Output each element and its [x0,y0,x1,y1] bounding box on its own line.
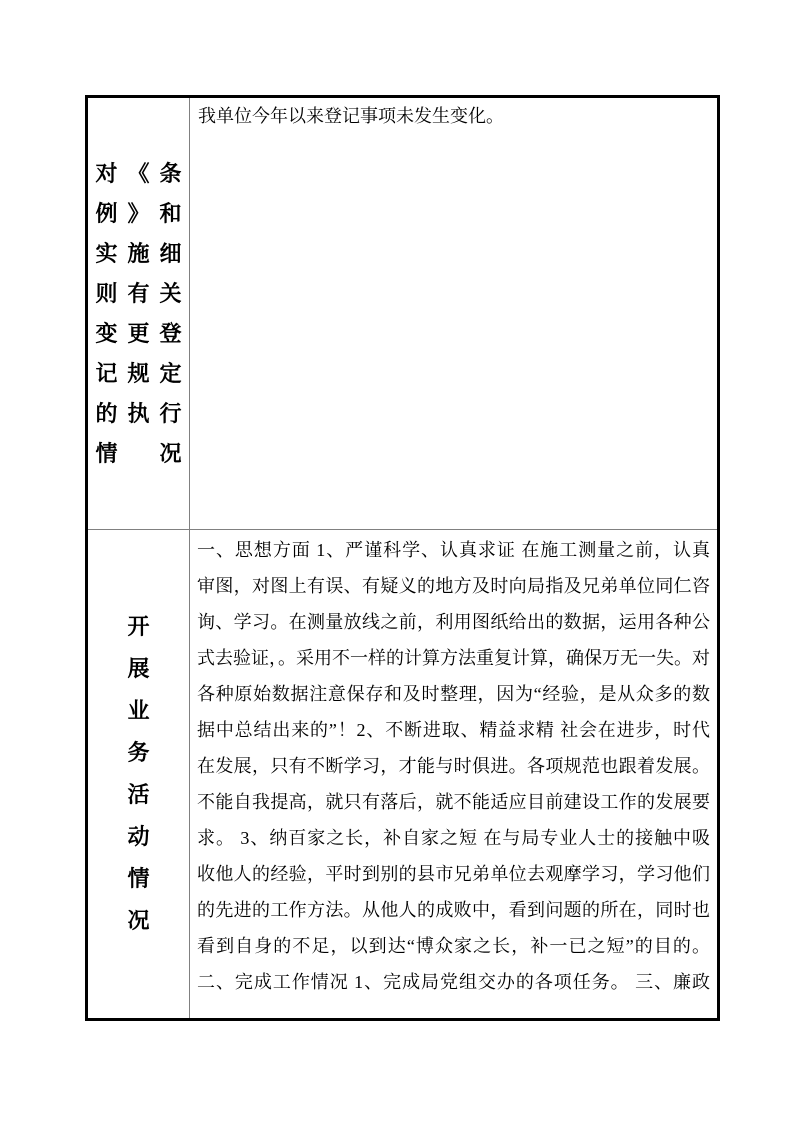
content-line: 各种原始数据注意保存和及时整理，因为“经验，是从众多的数 [197,684,710,704]
row1-label-change-registration [96,154,182,474]
annual-inspection-form-table [85,95,720,1021]
label-line: 活 [127,782,150,807]
content-line: 一、思想方面 1、严谨科学、认真求证 在施工测量之前，认真 [197,540,710,560]
content-line: 在发展，只有不断学习，才能与时俱进。各项规范也跟着发展。 [197,756,710,776]
label-line: 则有关 [95,280,182,306]
content-line: 审图，对图上有误、有疑义的地方及时向局指及兄弟单位同仁咨 [197,576,710,596]
content-line: 我单位今年以来登记事项未发生变化。 [198,106,504,126]
content-line: 的先进的工作方法。从他人的成败中，看到问题的所在，同时也 [197,900,710,920]
label-line: 展 [127,656,150,681]
content-line: 收他人的经验，平时到别的县市兄弟单位去观摩学习，学习他们 [197,864,710,884]
label-line: 情况 [95,440,182,466]
label-line: 情 [127,866,150,891]
row2-label-cell [88,530,190,1018]
content-line: 据中总结出来的”！2、不断进取、精益求精 社会在进步，时代 [197,720,710,740]
content-line: 不能自我提高，就只有落后，就不能适应目前建设工作的发展要 [197,792,710,812]
content-line: 求。 3、纳百家之长，补自家之短 在与局专业人士的接触中吸 [197,828,710,848]
label-line: 变更登 [95,320,182,346]
content-line: 二、完成工作情况 1、完成局党组交办的各项任务。 三、廉政 [197,972,710,992]
label-line: 开 [127,614,150,639]
label-line: 例》和 [95,200,182,226]
label-line: 的执行 [95,400,182,426]
row2-label-business-activities [96,606,182,942]
row2-content-cell [190,530,717,1018]
label-line: 动 [127,824,150,849]
content-line: 询、学习。在测量放线之前，利用图纸给出的数据，运用各种公 [197,612,710,632]
label-line: 实施细 [95,240,182,266]
label-line: 记规定 [95,360,182,386]
row1-content-cell [190,98,717,530]
row1-label-cell [88,98,190,530]
content-line: 看到自身的不足，以到达“博众家之长，补一已之短”的目的。 [197,936,710,956]
label-line: 业 [127,698,150,723]
label-line: 对《条 [95,160,182,186]
label-line: 务 [127,740,150,765]
content-line: 式去验证，。采用不一样的计算方法重复计算，确保万无一失。对 [197,648,710,668]
label-line: 况 [127,908,150,933]
